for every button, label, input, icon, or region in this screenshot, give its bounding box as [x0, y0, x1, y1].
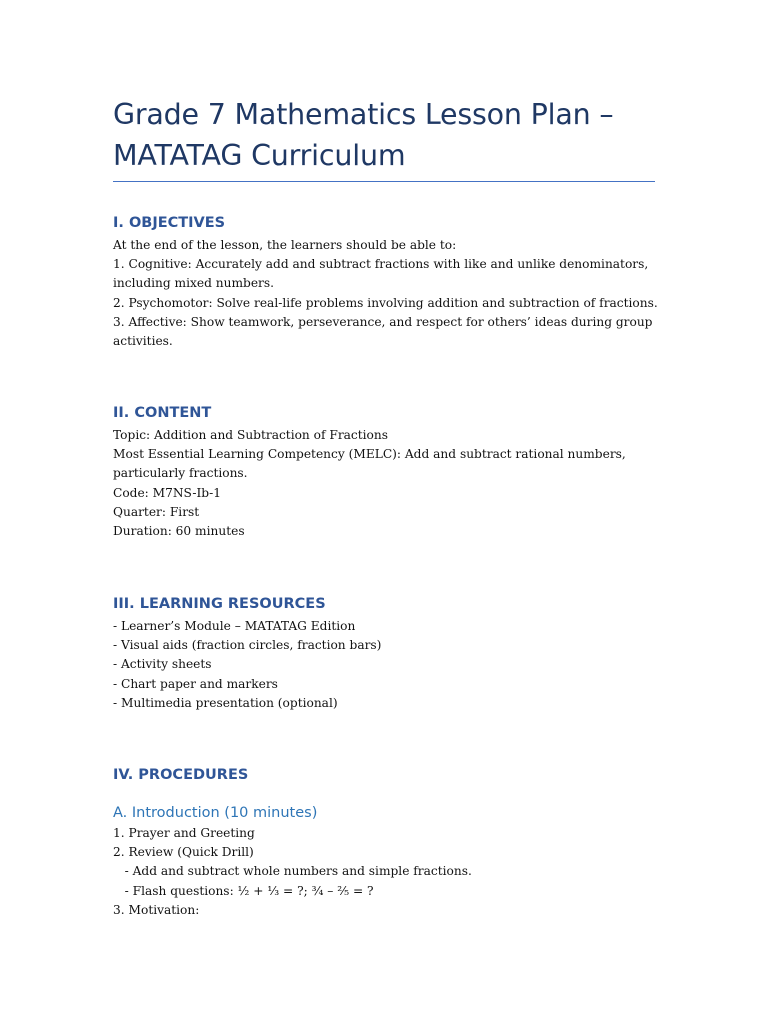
objectives-section — [113, 213, 658, 351]
resource-item: - Visual aids (fraction circles, fraction bars) — [113, 638, 382, 653]
content-line: Topic: Addition and Subtraction of Fractions — [113, 428, 388, 442]
resource-item: - Learner’s Module – MATATAG Edition — [113, 619, 356, 633]
title-divider — [113, 181, 655, 182]
resource-item: - Activity sheets — [113, 657, 212, 672]
content-line: Code: M7NS-Ib-1 — [113, 485, 221, 500]
objectives-line: At the end of the lesson, the learners should be able to: — [113, 238, 457, 252]
content-heading: II. CONTENT — [113, 405, 212, 421]
objectives-line: activities. — [113, 334, 173, 349]
resource-item: - Chart paper and markers — [113, 676, 278, 691]
content-line: Duration: 60 minutes — [113, 524, 245, 539]
resource-item: - Multimedia presentation (optional) — [113, 695, 338, 710]
content-line: Quarter: First — [113, 504, 200, 519]
introduction-line: 2. Review (Quick Drill) — [113, 845, 254, 860]
document-title — [113, 94, 655, 182]
procedures-section — [113, 765, 655, 920]
objectives-heading: I. OBJECTIVES — [113, 215, 226, 231]
introduction-heading: A. Introduction (10 minutes) — [113, 805, 318, 821]
introduction-line: - Flash questions: ½ + ⅓ = ?; ¾ – ⅖ = ? — [113, 883, 374, 898]
content-line: Most Essential Learning Competency (MELC): Add and subtract rational numbers, — [113, 447, 626, 462]
title-line-1: Grade 7 Mathematics Lesson Plan – — [113, 98, 614, 131]
resources-section — [113, 594, 655, 713]
objectives-line: 2. Psychomotor: Solve real-life problems involving addition and subtraction of fractions. — [113, 295, 658, 310]
content-line: particularly fractions. — [113, 466, 248, 481]
introduction-line: 3. Motivation: — [113, 902, 200, 917]
introduction-line: - Add and subtract whole numbers and simple fractions. — [113, 864, 472, 879]
resources-heading: III. LEARNING RESOURCES — [113, 596, 326, 612]
objectives-line: 3. Affective: Show teamwork, perseverance, and respect for others’ ideas during group — [113, 314, 653, 329]
title-line-2: MATATAG Curriculum — [113, 139, 406, 172]
content-section — [113, 403, 655, 541]
objectives-line: 1. Cognitive: Accurately add and subtract fractions with like and unlike denominators, — [113, 257, 649, 272]
procedures-heading: IV. PROCEDURES — [113, 767, 249, 783]
introduction-line: 1. Prayer and Greeting — [113, 826, 255, 840]
objectives-line: including mixed numbers. — [113, 276, 274, 291]
